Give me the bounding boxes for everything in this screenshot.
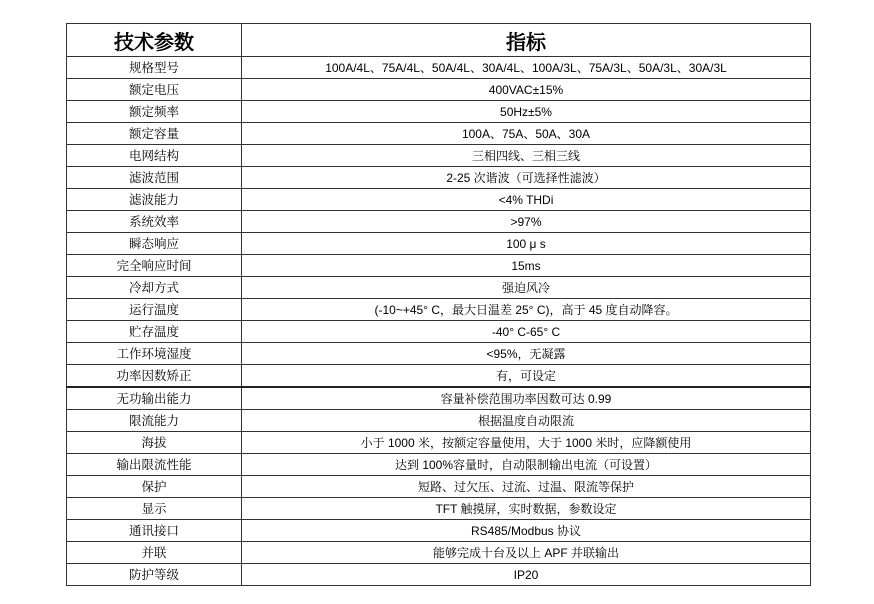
value-cell: 有，可设定 <box>242 365 811 388</box>
param-cell: 功率因数矫正 <box>67 365 242 388</box>
value-cell: 100A、75A、50A、30A <box>242 123 811 145</box>
value-cell: (-10~+45° C，最大日温差 25° C)，高于 45 度自动降容。 <box>242 299 811 321</box>
param-cell: 冷却方式 <box>67 277 242 299</box>
param-cell: 额定容量 <box>67 123 242 145</box>
table-row <box>67 365 811 388</box>
table-row <box>67 542 811 564</box>
value-cell: <4% THDi <box>242 189 811 211</box>
param-cell: 瞬态响应 <box>67 233 242 255</box>
param-cell: 滤波能力 <box>67 189 242 211</box>
param-cell: 并联 <box>67 542 242 564</box>
param-cell: 限流能力 <box>67 410 242 432</box>
value-cell: 能够完成十台及以上 APF 并联输出 <box>242 542 811 564</box>
param-cell: 工作环境湿度 <box>67 343 242 365</box>
value-cell: 15ms <box>242 255 811 277</box>
param-cell: 防护等级 <box>67 564 242 586</box>
table-row <box>67 277 811 299</box>
value-cell: <95%，无凝露 <box>242 343 811 365</box>
value-cell: 2-25 次谐波（可选择性滤波） <box>242 167 811 189</box>
table-row <box>67 498 811 520</box>
param-cell: 滤波范围 <box>67 167 242 189</box>
table-row <box>67 387 811 410</box>
table-row <box>67 167 811 189</box>
param-cell: 海拔 <box>67 432 242 454</box>
table-row <box>67 233 811 255</box>
table-row <box>67 79 811 101</box>
value-cell: -40° C-65° C <box>242 321 811 343</box>
table-row <box>67 123 811 145</box>
table-row <box>67 299 811 321</box>
header-value: 指标 <box>242 24 811 57</box>
param-cell: 额定频率 <box>67 101 242 123</box>
table-row <box>67 410 811 432</box>
table-row <box>67 189 811 211</box>
header-param: 技术参数 <box>67 24 242 57</box>
value-cell: 容量补偿范围功率因数可达 0.99 <box>242 387 811 410</box>
table-row <box>67 564 811 586</box>
param-cell: 无功输出能力 <box>67 387 242 410</box>
param-cell: 输出限流性能 <box>67 454 242 476</box>
table-row <box>67 255 811 277</box>
param-cell: 完全响应时间 <box>67 255 242 277</box>
param-cell: 电网结构 <box>67 145 242 167</box>
value-cell: 100A/4L、75A/4L、50A/4L、30A/4L、100A/3L、75A/3L、50A/3L、30A/3L <box>242 57 811 79</box>
value-cell: 根据温度自动限流 <box>242 410 811 432</box>
value-cell: 三相四线、三相三线 <box>242 145 811 167</box>
table-row <box>67 520 811 542</box>
value-cell: >97% <box>242 211 811 233</box>
table-row <box>67 432 811 454</box>
value-cell: RS485/Modbus 协议 <box>242 520 811 542</box>
param-cell: 保护 <box>67 476 242 498</box>
table-row <box>67 454 811 476</box>
table-row <box>67 57 811 79</box>
value-cell: IP20 <box>242 564 811 586</box>
header-row <box>67 24 811 57</box>
value-cell: 400VAC±15% <box>242 79 811 101</box>
value-cell: 小于 1000 米，按额定容量使用，大于 1000 米时，应降额使用 <box>242 432 811 454</box>
table-row <box>67 476 811 498</box>
value-cell: 达到 100%容量时，自动限制输出电流（可设置） <box>242 454 811 476</box>
param-cell: 系统效率 <box>67 211 242 233</box>
value-cell: TFT 触摸屏，实时数据，参数设定 <box>242 498 811 520</box>
value-cell: 短路、过欠压、过流、过温、限流等保护 <box>242 476 811 498</box>
param-cell: 规格型号 <box>67 57 242 79</box>
param-cell: 贮存温度 <box>67 321 242 343</box>
value-cell: 50Hz±5% <box>242 101 811 123</box>
table-row <box>67 211 811 233</box>
value-cell: 强迫风冷 <box>242 277 811 299</box>
spec-table <box>66 23 811 586</box>
param-cell: 运行温度 <box>67 299 242 321</box>
table-row <box>67 343 811 365</box>
value-cell: 100 μ s <box>242 233 811 255</box>
table-row <box>67 101 811 123</box>
param-cell: 通讯接口 <box>67 520 242 542</box>
table-row <box>67 145 811 167</box>
table-row <box>67 321 811 343</box>
param-cell: 额定电压 <box>67 79 242 101</box>
param-cell: 显示 <box>67 498 242 520</box>
